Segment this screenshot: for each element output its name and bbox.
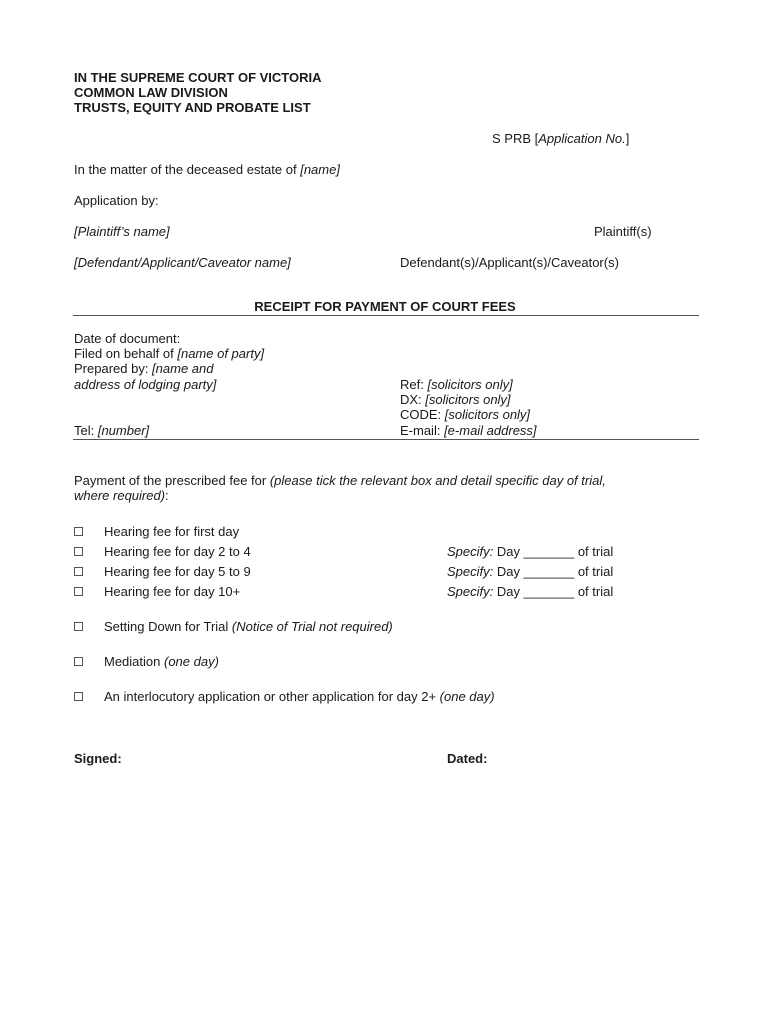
application-by-label: Application by: — [74, 193, 159, 208]
matter-line: In the matter of the deceased estate of [name] — [74, 162, 340, 177]
defendant-name-placeholder: [Defendant/Applicant/Caveator name] — [74, 255, 291, 270]
application-number: S PRB [Application No.] — [492, 131, 630, 146]
code-line: CODE: [solicitors only] — [400, 407, 531, 422]
other-fee-label: Mediation (one day) — [104, 654, 219, 669]
fee-label: Hearing fee for day 5 to 9 — [104, 564, 251, 579]
court-name: IN THE SUPREME COURT OF VICTORIA — [74, 70, 322, 85]
other-fee-label: An interlocutory application or other application for day 2+ (one day) — [104, 689, 495, 704]
specify-day: Specify: Day _______ of trial — [447, 584, 614, 599]
dx-line: DX: [solicitors only] — [400, 392, 511, 407]
defendant-role: Defendant(s)/Applicant(s)/Caveator(s) — [400, 255, 619, 270]
fee-label: Hearing fee for day 2 to 4 — [104, 544, 251, 559]
dated-label: Dated: — [447, 751, 488, 766]
fee-checkbox-interlocutory[interactable] — [74, 692, 83, 701]
payment-intro-cont: where required): — [74, 488, 169, 503]
fee-checkbox-day-2-4[interactable] — [74, 547, 83, 556]
deceased-name-placeholder: [name] — [300, 162, 340, 177]
fee-checkbox-setting-down[interactable] — [74, 622, 83, 631]
plaintiff-role: Plaintiff(s) — [594, 224, 652, 239]
ref-line: Ref: [solicitors only] — [400, 377, 513, 392]
email-line: E-mail: [e-mail address] — [400, 423, 537, 438]
payment-intro: Payment of the prescribed fee for (please tick the relevant box and detail specific day of trial, — [74, 473, 606, 488]
court-list: TRUSTS, EQUITY AND PROBATE LIST — [74, 100, 311, 115]
court-division: COMMON LAW DIVISION — [74, 85, 228, 100]
prepared-by-line: Prepared by: [name and — [74, 361, 214, 376]
other-fee-label: Setting Down for Trial (Notice of Trial not required) — [104, 619, 393, 634]
prepared-by-address: address of lodging party] — [74, 377, 217, 392]
specify-day: Specify: Day _______ of trial — [447, 564, 614, 579]
fee-label: Hearing fee for day 10+ — [104, 584, 241, 599]
signed-label: Signed: — [74, 751, 122, 766]
specify-day: Specify: Day _______ of trial — [447, 544, 614, 559]
fee-checkbox-mediation[interactable] — [74, 657, 83, 666]
fee-checkbox-day-10-plus[interactable] — [74, 587, 83, 596]
fee-label: Hearing fee for first day — [104, 524, 240, 539]
plaintiff-name-placeholder: [Plaintiff’s name] — [74, 224, 170, 239]
fee-checkbox-first-day[interactable] — [74, 527, 83, 536]
details-rule — [73, 439, 699, 440]
receipt-heading: RECEIPT FOR PAYMENT OF COURT FEES — [254, 299, 516, 314]
date-of-document-label: Date of document: — [74, 331, 181, 346]
fee-checkbox-day-5-9[interactable] — [74, 567, 83, 576]
heading-rule — [73, 315, 699, 316]
application-number-placeholder: Application No. — [538, 131, 626, 146]
filed-on-behalf-line: Filed on behalf of [name of party] — [74, 346, 265, 361]
tel-line: Tel: [number] — [74, 423, 150, 438]
